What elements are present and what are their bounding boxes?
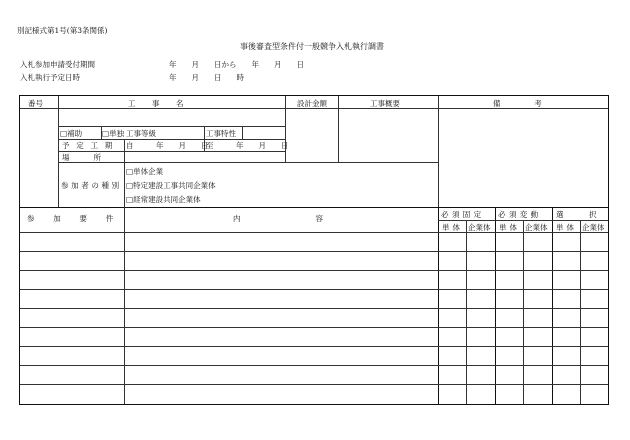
selection-jv: 企業体: [582, 223, 605, 232]
table-row: [20, 308, 608, 309]
schedule-from: 自 年 月 日: [126, 141, 209, 150]
variable-selection-divider: [552, 207, 553, 404]
selection-split: [580, 220, 581, 404]
feature-label: 工事特性: [206, 129, 236, 138]
col-number-header: 番号: [28, 99, 43, 108]
variable-single: 単体: [499, 223, 520, 232]
application-period-value: 年 月 日から 年 月 日: [169, 60, 304, 69]
content-header: 内容: [233, 214, 398, 223]
remarks-col-divider: [438, 96, 439, 207]
location-label: 場所: [62, 153, 125, 162]
fixed-variable-divider: [495, 207, 496, 404]
single-checkbox[interactable]: □単独: [102, 129, 125, 138]
grade-split-3: [242, 126, 243, 139]
schedule-row-divider: [58, 151, 285, 152]
mandatory-fixed-header: 必須固定: [441, 210, 485, 219]
grade-split-2: [204, 126, 205, 139]
header-row-divider: [20, 108, 608, 109]
schedule-label: 予定工期: [62, 141, 119, 150]
table-row: [20, 384, 608, 385]
variable-jv: 企業体: [525, 223, 548, 232]
bottom-header-divider: [20, 232, 608, 233]
fixed-single: 単体: [442, 223, 463, 232]
bid-datetime-value: 年 月 日 時: [169, 73, 244, 82]
workname-col-divider: [285, 96, 286, 162]
bid-datetime-label: 入札執行予定日時: [20, 73, 80, 82]
col-design-amount-header: 設計金額: [297, 99, 327, 108]
participant-option-single[interactable]: □単体企業: [126, 167, 164, 176]
document-title: 事後審査型条件付一般競争入札執行調書: [240, 42, 384, 51]
workname-row-divider: [58, 126, 285, 127]
location-row-divider: [58, 162, 438, 163]
fixed-split: [466, 220, 467, 404]
subheader-divider: [438, 220, 608, 221]
selection-single: 単体: [556, 223, 577, 232]
design-col-divider: [338, 96, 339, 162]
grade-label: 工事等級: [126, 129, 156, 138]
fixed-jv: 企業体: [468, 223, 491, 232]
requirement-header: 参加要件: [27, 214, 132, 223]
selection-header: 選択: [556, 210, 622, 219]
no-col-divider: [58, 96, 59, 207]
table-row: [20, 365, 608, 366]
variable-split: [523, 220, 524, 404]
participant-type-label: 参加者の種別: [61, 181, 122, 190]
table-row: [20, 270, 608, 271]
table-row: [20, 346, 608, 347]
grade-row-divider: [58, 139, 285, 140]
col-overview-header: 工事概要: [370, 99, 400, 108]
table-row: [20, 251, 608, 252]
section-divider: [20, 207, 608, 208]
content-col-divider: [438, 207, 439, 404]
participant-option-specific-jv[interactable]: □特定建設工事共同企業体: [126, 181, 216, 190]
table-row: [20, 289, 608, 290]
form-number: 別記様式第1号(第3条関係): [17, 26, 108, 35]
col-remarks-header: 備考: [493, 99, 576, 108]
col-work-name-header: 工事名: [128, 99, 200, 108]
application-period-label: 入札参加申請受付期間: [20, 60, 95, 69]
subsidy-checkbox[interactable]: □補助: [60, 129, 83, 138]
mandatory-variable-header: 必須変動: [498, 210, 542, 219]
schedule-to: 至 年 月 日: [206, 141, 289, 150]
table-row: [20, 327, 608, 328]
requirement-col-divider: [124, 207, 125, 404]
participant-option-regular-jv[interactable]: □経常建設共同企業体: [126, 195, 201, 204]
sub-label-divider: [124, 139, 125, 207]
